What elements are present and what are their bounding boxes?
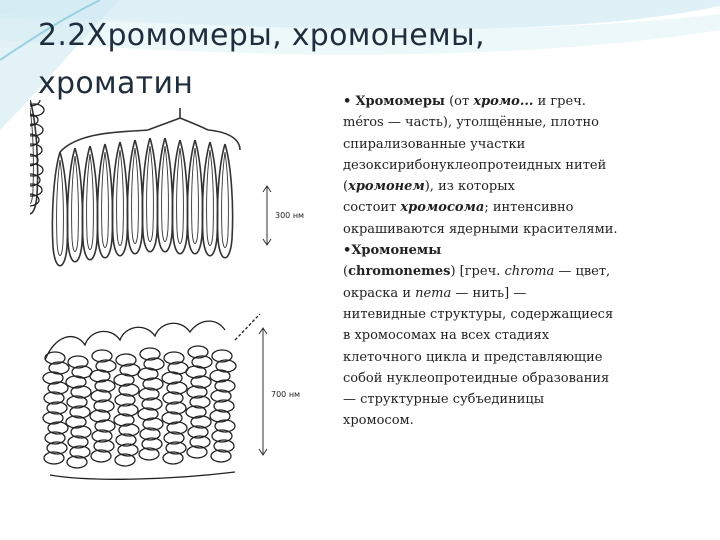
chromomere-loops-upper: [30, 100, 240, 266]
lower-scale-bar: [259, 328, 267, 455]
greek-chroma: chroma: [504, 264, 555, 280]
text-fragment: — цвет,: [554, 264, 611, 280]
text-line: клеточного цикла и представляющие: [343, 349, 603, 365]
text-line: [343, 261, 688, 282]
text-fragment: состоит: [343, 200, 401, 216]
text-line: [343, 240, 688, 261]
text-line: нитевидные структуры, содержащиеся: [343, 306, 614, 322]
greek-nema: nema: [415, 285, 452, 301]
text-line: спирализованные участки: [343, 136, 526, 152]
term-chromo-prefix: хромо...: [473, 94, 534, 109]
bullet-icon: •: [343, 243, 352, 259]
text-line: [343, 91, 688, 112]
term-chromosome-link: хромосома: [400, 200, 485, 216]
text-fragment: ; интенсивно: [484, 200, 574, 216]
text-fragment: (: [343, 264, 349, 280]
bullet-icon: •: [343, 94, 352, 109]
term-chromonema-link: хромонем: [348, 179, 425, 195]
text-fragment: ), из которых: [424, 179, 515, 195]
text-line: [343, 283, 688, 304]
text-line: в хромосомах на всех стадиях: [343, 328, 550, 344]
text-line: хромосом.: [343, 413, 414, 429]
text-line: [343, 176, 688, 197]
upper-scale-label: 300 нм: [275, 211, 305, 220]
lower-scale-label: 700 нм: [271, 390, 301, 399]
text-fragment: (: [343, 179, 349, 195]
chromonemes-paragraph: [343, 240, 688, 432]
slide-title-line-1: 2.2Хромомеры, хромонемы,: [38, 18, 485, 53]
text-line: [343, 197, 688, 218]
definition-text: [343, 91, 688, 432]
text-fragment: и греч.: [533, 94, 586, 109]
text-line: собой нуклеопротеидные образования: [343, 370, 610, 386]
text-line: дезоксирибонуклеопротеидных нитей: [343, 157, 607, 173]
term-chromomeres: Хромомеры: [355, 94, 445, 109]
chromomeres-paragraph: [343, 91, 688, 240]
text-line: méros — часть), утолщённые, плотно: [343, 115, 600, 131]
slide-title-line-2: хроматин: [38, 66, 194, 101]
chromosome-illustration: [30, 100, 330, 530]
text-line: — структурные субъединицы: [343, 392, 545, 408]
text-fragment: — нить] —: [451, 285, 527, 301]
text-fragment: ) [греч.: [450, 264, 505, 280]
text-fragment: (от: [444, 94, 474, 109]
text-line: окрашиваются ядерными красителями.: [343, 221, 618, 237]
term-chromonemes-latin: chromonemes: [348, 264, 451, 280]
term-chromonemes: Хромонемы: [351, 243, 442, 259]
text-fragment: окраска и: [343, 285, 416, 301]
upper-scale-bar: [263, 186, 271, 245]
